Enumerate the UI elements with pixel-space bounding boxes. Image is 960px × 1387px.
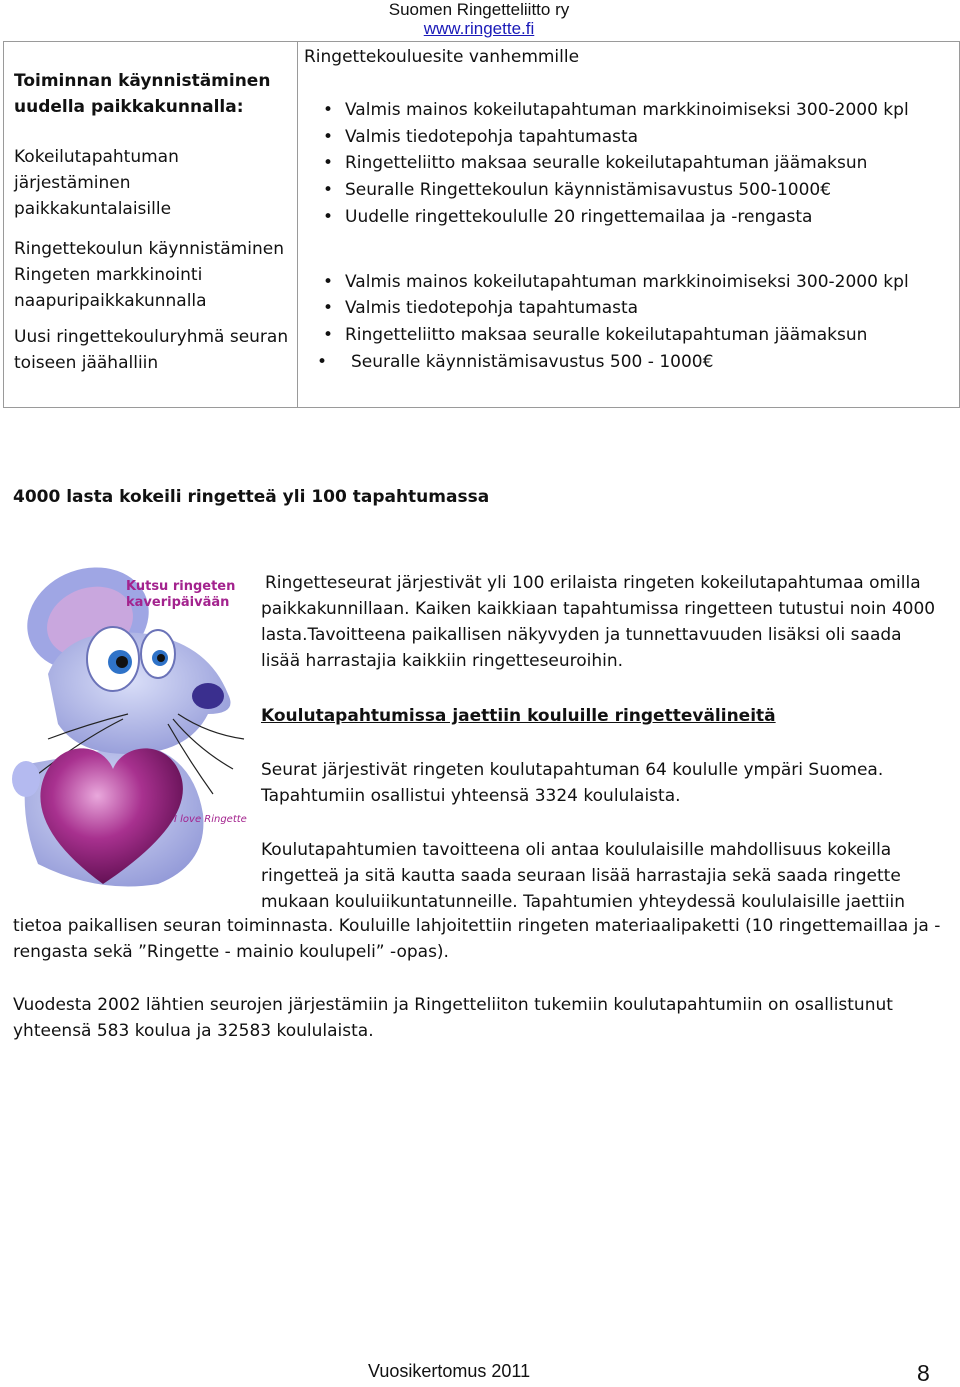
- list-item: • Uudelle ringettekoululle 20 ringettemailaa ja -rengasta: [323, 204, 959, 231]
- paragraph-school-goals-cont: tietoa paikallisen seuran toiminnasta. Kouluille lahjoitettiin ringeten materiaalipaketti (10 ringettemaillaa ja -rengasta sekä ”Ringette - mainio koulupeli” -opas).: [13, 916, 941, 962]
- heart-caption: I love Ringette: [174, 814, 247, 825]
- right-title: Ringettekouluesite vanhemmille: [304, 47, 580, 67]
- paragraph-text: Ringetteseurat järjestivät yli 100 erilaista ringeten kokeilutapahtumaa omilla paikkakunnillaan. Kaiken kaikkiaan tapahtumissa ringetteen tutustui noin 4000 lasta.Tavoitteena paikallisen näkyvyden ja tunnettavuuden lisäksi oli saada lisää harrastajia kaikkiin ringetteseuroihin.: [261, 573, 936, 671]
- caption-line-2: kaveripäivään: [126, 595, 230, 610]
- footer-label: Vuosikertomus 2011: [368, 1361, 531, 1381]
- caption-line-1: Kutsu ringeten: [126, 579, 236, 594]
- paragraph-school-goals: Koulutapahtumien tavoitteena oli antaa koululaisille mahdollisuus kokeilla ringetteä ja sitä kautta saada seuraan lisää harrastajia sekä saada ringette mukaan kouluiikuntatunneille. Tapahtumien yhteydessä koululaisille jaettiin: [261, 840, 906, 912]
- website-link[interactable]: www.ringette.fi: [423, 19, 535, 38]
- left-item-school-start: Ringettekoulun käynnistäminen: [14, 239, 284, 259]
- paragraph-since-2002: Vuodesta 2002 lähtien seurojen järjestämiin ja Ringetteliiton tukemiin koulutapahtumiin on osallistunut yhteensä 583 koulua ja 32583 koululaista.: [13, 995, 893, 1041]
- page-header: [300, 0, 658, 38]
- list-item: • Seuralle käynnistämisavustus 500 - 1000€: [317, 349, 959, 376]
- list-item: • Ringetteliitto maksaa seuralle kokeilutapahtuman jäämaksun: [323, 322, 959, 349]
- summary-heading: 4000 lasta kokeili ringetteä yli 100 tapahtumassa: [13, 487, 490, 507]
- list-item: • Valmis tiedotepohja tapahtumasta: [323, 124, 959, 151]
- nose-shape: [192, 683, 224, 709]
- left-item-trial-event: Kokeilutapahtuman järjestäminen paikkakuntalaisille: [14, 147, 179, 219]
- list-item: • Valmis mainos kokeilutapahtuman markkinoimiseksi 300-2000 kpl: [323, 269, 959, 296]
- page-number: 8: [917, 1360, 930, 1386]
- list-item: • Ringetteliitto maksaa seuralle kokeilutapahtuman jäämaksun: [323, 150, 959, 177]
- paragraph-trial-events: [261, 570, 941, 674]
- paragraph-school-events: Seurat järjestivät ringeten koulutapahtuman 64 koululle ympäri Suomea. Tapahtumiin osallistui yhteensä 3324 koululaista.: [261, 760, 884, 806]
- list-item: • Valmis tiedotepohja tapahtumasta: [323, 295, 959, 322]
- table-right-cell: [298, 42, 960, 408]
- mouse-heart-illustration: [8, 564, 252, 898]
- list-item: • Valmis mainos kokeilutapahtuman markkinoimiseksi 300-2000 kpl: [323, 97, 959, 124]
- org-name: Suomen Ringetteliitto ry: [388, 0, 570, 19]
- table-left-cell: [4, 42, 298, 408]
- info-table: [3, 41, 960, 408]
- bullet-list-1: [323, 97, 959, 231]
- section-heading-school: Koulutapahtumissa jaettiin kouluille ringettevälineitä: [261, 706, 776, 726]
- left-item-new-group: Uusi ringettekouluryhmä seuran toiseen jäähalliin: [14, 327, 289, 373]
- left-heading: Toiminnan käynnistäminen uudella paikkakunnalla:: [14, 71, 271, 117]
- hand-shape: [12, 761, 40, 797]
- list-item: • Seuralle Ringettekoulun käynnistämisavustus 500-1000€: [323, 177, 959, 204]
- left-item-marketing: Ringeten markkinointi naapuripaikkakunnalla: [14, 265, 207, 311]
- bullet-list-2: [323, 269, 959, 376]
